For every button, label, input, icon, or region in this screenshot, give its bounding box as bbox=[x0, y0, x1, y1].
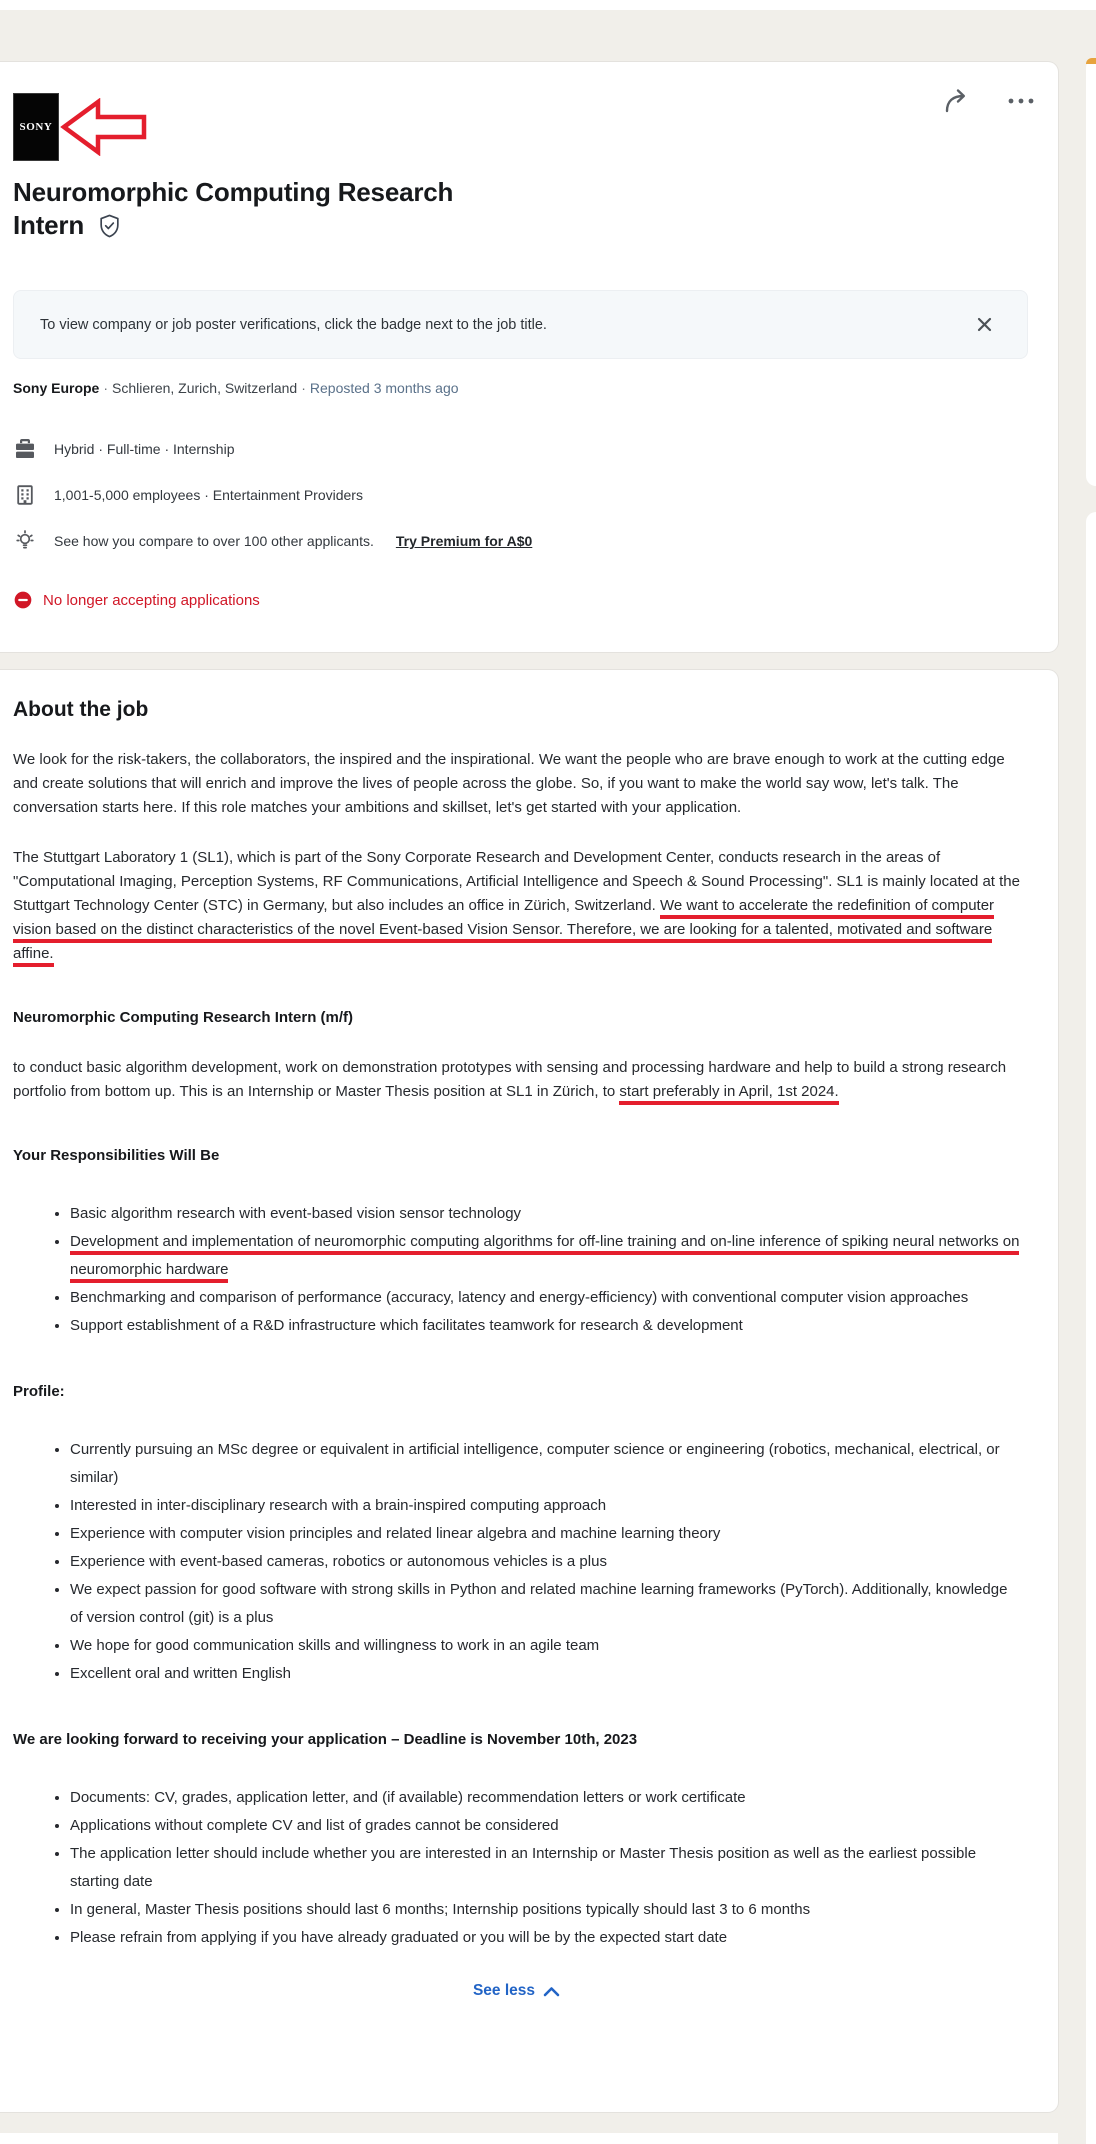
more-options-button[interactable] bbox=[1004, 84, 1038, 118]
company-line: Sony Europe · Schlieren, Zurich, Switzerland · Reposted 3 months ago bbox=[13, 380, 459, 396]
premium-text: See how you compare to over 100 other applicants. bbox=[54, 533, 374, 549]
company-size-row bbox=[13, 480, 532, 510]
job-header-card bbox=[0, 62, 1058, 652]
status-text: No longer accepting applications bbox=[43, 591, 260, 609]
list-item: • Experience with computer vision principles and related linear algebra and machine learning theory bbox=[70, 1520, 1020, 1548]
responsibilities-heading: Your Responsibilities Will Be bbox=[13, 1147, 220, 1164]
application-list bbox=[13, 1784, 1020, 1952]
right-rail-card-bottom bbox=[1086, 512, 1096, 2144]
workplace-row bbox=[13, 434, 532, 464]
banner-close-button[interactable] bbox=[967, 308, 1001, 342]
about-paragraph-2: The Stuttgart Laboratory 1 (SL1), which is part of the Sony Corporate Research and Development Center, conducts research in the areas of "Computational Imaging, Perception Systems, RF Communications, Artificial Intelligence and Speech & Sound Processing". SL1 is mainly located at the Stuttgart Technology Center (STC) in Germany, but also includes an office in Zürich, Switzerland. We want to accelerate the redefinition of computer vision based on the distinct characteristics of the novel Event-based Vision Sensor. Therefore, we are looking for a talented, motivated and software affine. bbox=[13, 846, 1020, 966]
verified-shield-icon[interactable] bbox=[96, 212, 123, 240]
list-item: • Benchmarking and comparison of performance (accuracy, latency and energy-efficiency) with conventional computer vision approaches bbox=[70, 1284, 1020, 1312]
responsibilities-list bbox=[13, 1200, 1020, 1340]
list-item: • Currently pursuing an MSc degree or equivalent in artificial intelligence, computer science or engineering (robotics, mechanical, electrical, or similar) bbox=[70, 1436, 1020, 1492]
application-status bbox=[13, 590, 260, 610]
job-location: Schlieren, Zurich, Switzerland bbox=[112, 380, 298, 396]
application-deadline-heading: We are looking forward to receiving your application – Deadline is November 10th, 2023 bbox=[13, 1731, 638, 1748]
list-item: • Excellent oral and written English bbox=[70, 1660, 1020, 1688]
red-underline-annotation: Development and implementation of neuromorphic computing algorithms for off-line training and on-line inference of spiking neural networks on neuromorphic hardware bbox=[70, 1233, 1019, 1283]
about-card bbox=[0, 670, 1058, 2112]
role-heading: Neuromorphic Computing Research Intern (m/f) bbox=[13, 1009, 354, 1026]
list-item bbox=[70, 1228, 1020, 1284]
about-paragraph-1: We look for the risk-takers, the collaborators, the inspired and the inspirational. We want the people who are brave enough to work at the cutting edge and create solutions that will enrich and improve the lives of people across the globe. So, if you want to make the world say wow, let's talk. The conversation starts here. If this role matches your ambitions and skillset, let's get started with your application. bbox=[13, 751, 1005, 816]
share-button[interactable] bbox=[940, 84, 974, 118]
building-icon bbox=[13, 483, 37, 507]
list-item: • In general, Master Thesis positions should last 6 months; Internship positions typically should last 3 to 6 months bbox=[70, 1896, 1020, 1924]
list-item: • We hope for good communication skills and willingness to work in an agile team bbox=[70, 1632, 1020, 1660]
try-premium-link[interactable]: Try Premium for A$0 bbox=[395, 533, 533, 549]
list-item: • Experience with event-based cameras, robotics or autonomous vehicles is a plus bbox=[70, 1548, 1020, 1576]
about-paragraph-3: to conduct basic algorithm development, work on demonstration prototypes with sensing and processing hardware and help to build a strong research portfolio from bottom up. This is an Internship or Master Thesis position at SL1 in Zürich, to start preferably in April, 1st 2024. bbox=[13, 1056, 1020, 1104]
no-entry-icon bbox=[13, 590, 33, 610]
red-underline-annotation: We want to accelerate the redefinition of computer vision based on the distinct characteristics of the novel Event-based Vision Sensor. Therefore, we are looking for a talented, motivated and software affine. bbox=[13, 897, 994, 967]
list-item: • Interested in inter-disciplinary research with a brain-inspired computing approach bbox=[70, 1492, 1020, 1520]
job-title-line1: Neuromorphic Computing Research bbox=[13, 177, 454, 207]
verification-banner-text: To view company or job poster verifications, click the badge next to the job title. bbox=[40, 316, 547, 333]
next-card-edge bbox=[0, 2133, 1058, 2144]
header-actions bbox=[940, 84, 1038, 118]
job-title bbox=[13, 176, 453, 242]
job-details bbox=[13, 434, 532, 572]
list-item: • Please refrain from applying if you have already graduated or you will be by the expected start date bbox=[70, 1924, 1020, 1952]
premium-row bbox=[13, 526, 532, 556]
company-logo[interactable] bbox=[13, 93, 59, 161]
verification-banner bbox=[13, 290, 1028, 359]
job-title-line2: Intern bbox=[13, 210, 85, 240]
red-underline-annotation: start preferably in April, 1st 2024. bbox=[619, 1083, 838, 1105]
workplace-text: Hybrid · Full-time · Internship bbox=[54, 441, 235, 457]
briefcase-icon bbox=[13, 437, 37, 461]
company-size-text: 1,001-5,000 employees · Entertainment Providers bbox=[54, 487, 363, 503]
about-heading: About the job bbox=[13, 698, 149, 721]
share-icon bbox=[943, 88, 971, 114]
chevron-up-icon bbox=[543, 1986, 560, 1997]
list-item: • We expect passion for good software with strong skills in Python and related machine learning frameworks (PyTorch). Additionally, knowledge of version control (git) is a plus bbox=[70, 1576, 1020, 1632]
list-item: • Support establishment of a R&D infrastructure which facilitates teamwork for research & development bbox=[70, 1312, 1020, 1340]
top-strip bbox=[0, 0, 1096, 10]
list-item: • Basic algorithm research with event-based vision sensor technology bbox=[70, 1200, 1020, 1228]
list-item: • The application letter should include whether you are interested in an Internship or Master Thesis position as well as the earliest possible starting date bbox=[70, 1840, 1020, 1896]
close-icon bbox=[977, 317, 992, 332]
lightbulb-icon bbox=[13, 529, 37, 553]
list-item: • Documents: CV, grades, application letter, and (if available) recommendation letters or work certificate bbox=[70, 1784, 1020, 1812]
company-name[interactable]: Sony Europe bbox=[13, 380, 100, 396]
see-less-row bbox=[13, 1982, 1020, 2000]
reposted-text: Reposted 3 months ago bbox=[309, 380, 459, 396]
right-rail-card-top bbox=[1086, 58, 1096, 486]
see-less-button[interactable]: See less bbox=[473, 1982, 560, 2000]
company-logo-text: SONY bbox=[19, 121, 53, 133]
red-arrow-annotation bbox=[60, 98, 148, 156]
list-item: • Applications without complete CV and list of grades cannot be considered bbox=[70, 1812, 1020, 1840]
ellipsis-icon bbox=[1007, 97, 1035, 105]
right-rail-accent bbox=[1086, 58, 1096, 64]
profile-list bbox=[13, 1436, 1020, 1688]
profile-heading: Profile: bbox=[13, 1383, 65, 1400]
